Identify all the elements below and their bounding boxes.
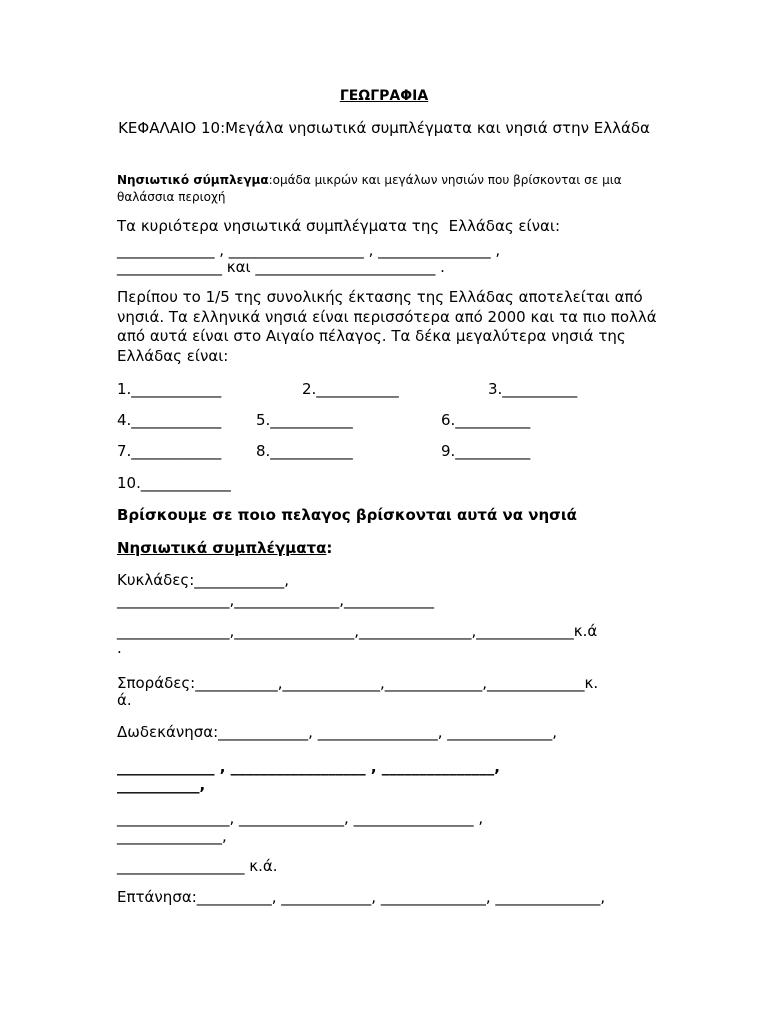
island-blank-6[interactable]: 6.__________ [441, 411, 531, 429]
complexes-question: Τα κυριότερα νησιωτικά συμπλέγματα της Ελλάδας είναι: [117, 217, 561, 235]
island-blank-1[interactable]: 1.____________ [117, 380, 222, 398]
complexes-heading-colon: : [326, 539, 333, 557]
dodecanese-line-6[interactable]: _________________ κ.ά. [117, 857, 278, 875]
complexes-blanks-line-1[interactable]: _____________ , __________________ , _______________ , [117, 241, 501, 259]
cyclades-line-3[interactable]: _______________,________________,_______________,_____________κ.ά [117, 622, 598, 640]
complexes-blanks-line-2[interactable]: ______________ και ________________________ . [117, 258, 445, 276]
cyclades-line-2[interactable]: _______________,______________,____________ [117, 591, 435, 609]
title-text: ΓΕΩΓΡΑΦΙΑ [339, 88, 429, 104]
island-blank-3[interactable]: 3.__________ [488, 380, 578, 398]
sporades-line-1[interactable]: Σποράδες:___________,_____________,_____________,_____________κ. [117, 674, 599, 692]
cyclades-line-1[interactable]: Κυκλάδες:____________, [117, 571, 290, 589]
island-blank-10[interactable]: 10.____________ [117, 474, 231, 492]
dodecanese-line-2[interactable]: _____________ , __________________ , _______________, [117, 758, 500, 776]
dodecanese-line-1[interactable]: Δωδεκάνησα:____________, ________________, ______________, [117, 723, 558, 741]
ionian-line-1[interactable]: Επτάνησα:__________, ____________, ______________, ______________, [117, 888, 606, 906]
island-blank-5[interactable]: 5.___________ [256, 411, 353, 429]
island-blank-7[interactable]: 7.____________ [117, 442, 222, 460]
definition-text: :ομάδα μικρών και μεγάλων νησιών που βρίσκονται σε μια θαλάσσια περιοχή [117, 173, 622, 204]
cyclades-line-4: . [117, 639, 122, 657]
complexes-heading-text: Νησιωτικά συμπλέγματα [117, 539, 327, 557]
sporades-line-2: ά. [117, 691, 132, 709]
island-blank-9[interactable]: 9.__________ [441, 442, 531, 460]
chapter-heading: ΚΕΦΑΛΑΙΟ 10:Μεγάλα νησιωτικά συμπλέγματα και νησιά στην Ελλάδα [118, 119, 650, 137]
island-blank-4[interactable]: 4.____________ [117, 411, 222, 429]
sea-heading: Βρίσκουμε σε ποιο πελαγος βρίσκονται αυτά να νησιά [117, 506, 577, 524]
dodecanese-line-5[interactable]: ______________, [117, 827, 227, 845]
islands-paragraph: Περίπου το 1/5 της συνολικής έκτασης της Ελλάδας αποτελείται από νησιά. Τα ελληνικά νησιά είναι περισσότερα από 2000 και τα πιο πολλά από αυτά είναι στο Αιγαίο πέλαγος. Τα δέκα μεγαλύτερα νησιά της Ελλάδας είναι: [117, 288, 657, 365]
complexes-heading [117, 539, 332, 558]
island-blank-8[interactable]: 8.___________ [256, 442, 353, 460]
dodecanese-line-4[interactable]: _______________, ______________, ________________ , [117, 809, 484, 827]
dodecanese-line-3[interactable]: ___________, [117, 776, 206, 794]
page-title [0, 88, 768, 104]
definition-term: Νησιωτικό σύμπλεγμα [117, 173, 269, 187]
definition [117, 172, 657, 206]
island-blank-2[interactable]: 2.___________ [302, 380, 399, 398]
